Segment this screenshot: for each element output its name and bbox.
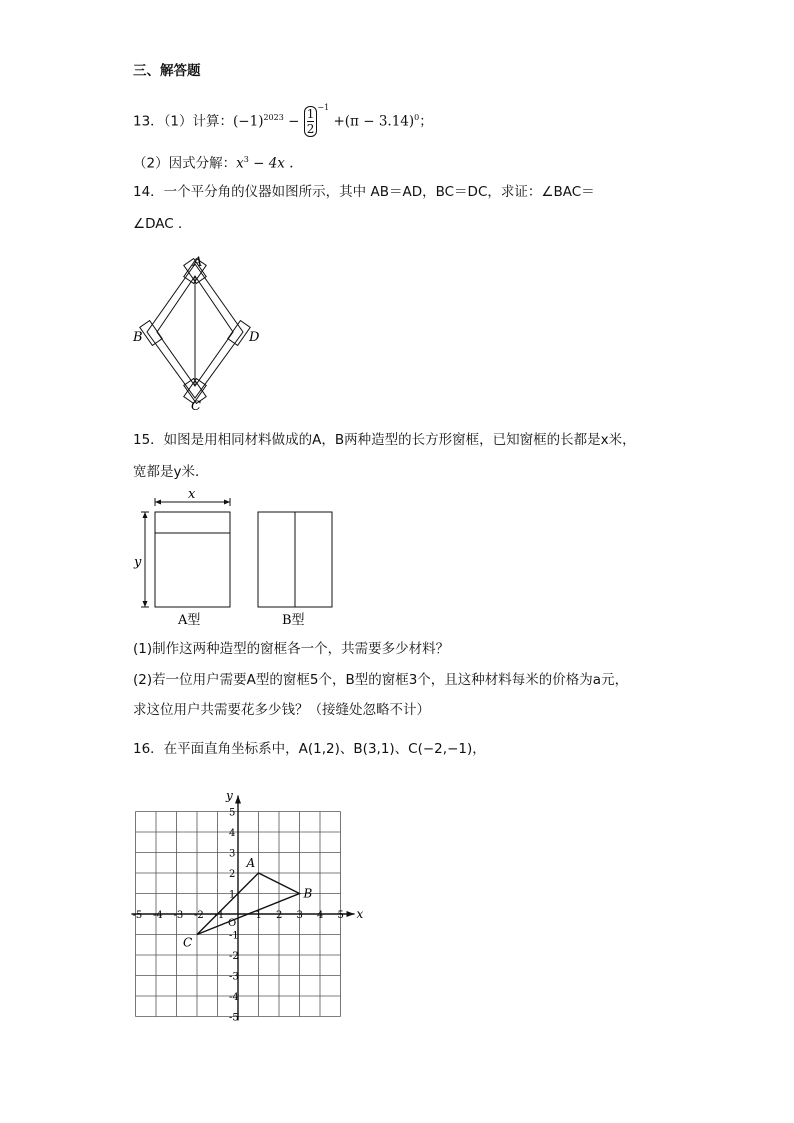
tick-label-y: 2 bbox=[229, 869, 236, 880]
q15-line2: 宽都是y米． bbox=[133, 464, 209, 480]
q14-label-c: C bbox=[191, 399, 201, 414]
tick-label-y: -4 bbox=[229, 992, 239, 1003]
tick-label-x: 1 bbox=[255, 910, 262, 921]
tick-label-y: -1 bbox=[229, 930, 239, 942]
q13-part2-label: （2）因式分解： bbox=[133, 155, 237, 172]
tick-label-y: -2 bbox=[229, 951, 239, 962]
q16-coordinate-grid bbox=[130, 770, 380, 1030]
q15-sub2-line1: (2)若一位用户需要A型的窗框5个，B型的窗框3个，且这种材料每米的价格为a元， bbox=[133, 672, 629, 688]
q14-line2: ∠DAC ． bbox=[133, 216, 192, 232]
origin-label: O bbox=[228, 918, 237, 929]
q13-part1-label: （1）计算： bbox=[163, 113, 234, 130]
q13-minus: − bbox=[288, 113, 300, 130]
triangle-abc bbox=[197, 873, 300, 935]
point-label-c: C bbox=[183, 935, 193, 950]
q14-label-b: B bbox=[133, 330, 143, 345]
tick-label-y: 1 bbox=[229, 889, 236, 901]
tick-label-x: -4 bbox=[153, 910, 163, 921]
tick-label-y: 5 bbox=[229, 807, 236, 819]
tick-label-x: -5 bbox=[132, 910, 143, 921]
section-title: 三、解答题 bbox=[133, 63, 201, 79]
q14-diagram bbox=[125, 250, 275, 415]
q13-frac-exp: −1 bbox=[317, 103, 330, 112]
tick-label-x: 3 bbox=[296, 910, 303, 921]
q13-zero-exp: 0 bbox=[414, 113, 420, 122]
q13-part2-exp: 3 bbox=[243, 155, 249, 164]
q13-end: ； bbox=[419, 113, 433, 130]
tick-label-y: -3 bbox=[229, 971, 239, 983]
q16-line1: 16．在平面直角坐标系中，A(1,2)、B(3,1)、C(−2,−1)， bbox=[133, 741, 486, 757]
q13-fraction bbox=[304, 106, 318, 137]
tick-label-x: -2 bbox=[194, 910, 204, 921]
tick-label-x: 2 bbox=[276, 910, 283, 921]
tick-label-x: -1 bbox=[214, 910, 225, 921]
tick-label-y: -5 bbox=[229, 1012, 239, 1024]
tick-label-x: 5 bbox=[337, 910, 344, 921]
q13-plus-term: +(π − 3.14) bbox=[333, 113, 415, 130]
point-label-a: A bbox=[246, 856, 256, 870]
q14-label-a: A bbox=[193, 255, 203, 270]
q15-dim-x: x bbox=[188, 487, 196, 502]
point-label-b: B bbox=[303, 886, 313, 901]
q14-label-d: D bbox=[249, 330, 260, 345]
axis-y-label: y bbox=[226, 788, 233, 803]
tick-label-x: 4 bbox=[317, 910, 324, 921]
y-axis-arrow bbox=[235, 796, 241, 804]
tick-label-y: 4 bbox=[229, 828, 236, 839]
q14-joint-b bbox=[140, 321, 162, 346]
tick-label-x: -3 bbox=[173, 910, 184, 921]
q15-frame-a bbox=[155, 512, 230, 607]
q13-exp: 2023 bbox=[263, 113, 284, 122]
q15-sub1: (1)制作这两种造型的窗框各一个，共需要多少材料？ bbox=[133, 641, 450, 657]
q14-joint-d bbox=[228, 321, 250, 346]
tick-label-y: 3 bbox=[229, 848, 236, 860]
q13-number: 13． bbox=[133, 113, 164, 130]
q15-sub2-line2: 求这位用户共需要花多少钱？（接缝处忽略不计） bbox=[133, 702, 430, 718]
q15-dim-y: y bbox=[134, 555, 142, 570]
x-axis-arrow bbox=[347, 911, 355, 917]
q13-base: (−1) bbox=[233, 113, 264, 130]
q15-line1: 15．如图是用相同材料做成的A，B两种造型的长方形窗框，已知窗框的长都是x米， bbox=[133, 432, 636, 448]
q13-part1 bbox=[133, 103, 433, 137]
axis-x-label: x bbox=[356, 907, 364, 921]
q15-label-b: B型 bbox=[282, 613, 305, 628]
q13-part2 bbox=[133, 150, 294, 174]
q13-part2-expr: x bbox=[236, 155, 244, 172]
q13-frac-num: 1 bbox=[306, 107, 315, 121]
q13-part2-rest: − 4x . bbox=[248, 155, 294, 172]
q15-diagram bbox=[128, 486, 348, 631]
q13-frac-den: 2 bbox=[306, 122, 315, 136]
q14-line1: 14．一个平分角的仪器如图所示，其中 AB＝AD，BC＝DC，求证：∠BAC＝ bbox=[133, 184, 595, 200]
q15-label-a: A型 bbox=[178, 613, 201, 628]
